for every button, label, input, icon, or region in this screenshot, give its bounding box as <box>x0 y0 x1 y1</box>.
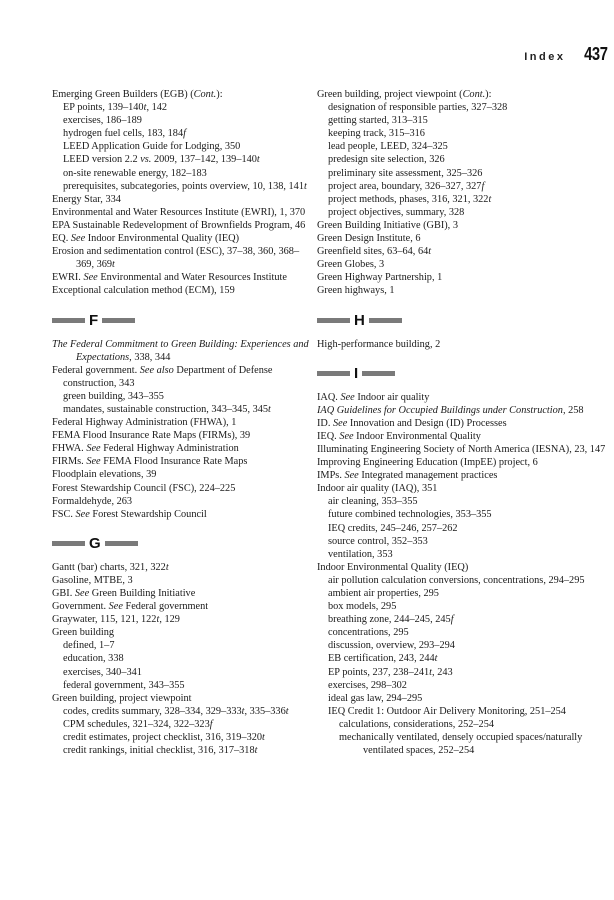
entry-text: ambient air properties, 295 <box>328 588 439 599</box>
entry-text: designation of responsible parties, 327–328 <box>328 102 508 114</box>
index-entry <box>317 482 607 495</box>
entry-text: vs. <box>140 154 152 166</box>
heading-rule-left <box>52 318 85 323</box>
entry-text: See <box>108 601 123 613</box>
index-subentry <box>328 626 607 639</box>
index-subentry <box>328 508 607 521</box>
entry-text: t <box>429 666 433 678</box>
index-subentry <box>328 587 607 600</box>
entry-text: hydrogen fuel cells, 183, 184 <box>63 128 184 140</box>
entry-text: defined, 1–7 <box>63 640 115 652</box>
running-header <box>0 44 608 65</box>
heading-rule-right <box>362 371 395 376</box>
entry-text: See <box>333 417 348 429</box>
entry-text: exercises, 298–302 <box>328 679 407 691</box>
index-entry <box>52 271 314 284</box>
index-entry <box>52 468 314 481</box>
entry-text: LEED Application Guide for Lodging, 350 <box>63 141 241 153</box>
index-subentry <box>328 692 607 705</box>
entry-text: Indoor air quality (IAQ), 351 <box>317 483 438 495</box>
entry-text: exercises, 340–341 <box>63 666 142 678</box>
entry-text: Green Building Initiative <box>89 588 196 599</box>
index-entry <box>52 219 314 232</box>
entry-text: t <box>303 180 307 192</box>
index-entry <box>52 429 314 442</box>
entry-text: keeping track, 315–316 <box>328 128 425 140</box>
entry-text: Federal government. <box>52 364 140 376</box>
entry-text: Federal Highway Administration (FHWA), 1 <box>52 417 237 429</box>
entry-text: education, 338 <box>63 653 124 665</box>
index-subentry <box>339 718 607 731</box>
entry-text: 258 <box>565 404 584 416</box>
heading-rule-right <box>102 318 135 323</box>
entry-text: project methods, phases, 316, 321, 322 <box>328 193 489 205</box>
entry-text: FHWA. <box>52 443 87 455</box>
index-subentry <box>63 666 314 679</box>
entry-text: Green building, project viewpoint <box>52 692 192 704</box>
entry-text: , 129 <box>159 614 180 626</box>
index-subentry <box>328 639 607 652</box>
entry-text: green building, 343–355 <box>63 390 164 402</box>
entry-text: See <box>74 588 90 599</box>
entry-text: GBI. <box>52 588 75 599</box>
entry-text: Federal government <box>122 601 209 613</box>
index-subentry <box>328 679 607 692</box>
entry-text: credit estimates, project checklist, 316, 319–320 <box>63 732 263 744</box>
entry-text: getting started, 313–315 <box>328 115 428 127</box>
entry-text: FEMA Flood Insurance Rate Maps <box>100 456 248 468</box>
entry-text: t <box>254 745 258 757</box>
entry-text: EP points, 139–140 <box>63 102 144 114</box>
entry-text: t <box>156 614 160 626</box>
entry-text: Green building <box>52 627 115 639</box>
index-entry <box>317 469 607 482</box>
entry-text: IAQ. <box>317 391 341 403</box>
entry-text: FEMA Flood Insurance Rate Maps (FIRMs), 39 <box>52 430 251 442</box>
index-column-left <box>52 88 314 757</box>
entry-text: f <box>183 128 186 140</box>
entry-text: See <box>86 443 101 455</box>
entry-text: Government. <box>52 601 109 613</box>
heading-letter: I <box>354 365 359 383</box>
index-entry <box>52 587 314 600</box>
entry-text: LEED version 2.2 <box>63 154 141 166</box>
index-subentry <box>63 140 314 153</box>
heading-letter: H <box>354 311 365 329</box>
entry-text: See <box>70 233 86 245</box>
letter-heading <box>317 365 607 383</box>
entry-text: f <box>209 718 213 730</box>
entry-text: lead people, LEED, 324–325 <box>328 141 448 153</box>
entry-text: predesign site selection, 326 <box>328 154 445 166</box>
entry-text: exercises, 186–189 <box>63 115 142 127</box>
entry-text: , 335–336 <box>244 705 286 717</box>
entry-text: Exceptional calculation method (ECM), 159 <box>52 285 235 297</box>
entry-text: calculations, considerations, 252–254 <box>339 718 494 730</box>
entry-text: Emerging Green Builders (EGB) ( <box>52 89 194 100</box>
index-subentry <box>63 101 314 114</box>
section-label: Index <box>524 51 566 63</box>
entry-text: ): <box>485 89 492 100</box>
index-entry <box>52 508 314 521</box>
heading-rule-left <box>317 371 350 376</box>
entry-text: IEQ Credit 1: Outdoor Air Delivery Monitoring, 251–254 <box>328 705 566 717</box>
index-entry <box>52 600 314 613</box>
entry-text: Greenfield sites, 63–64, 64 <box>317 246 429 258</box>
entry-text: construction, 343 <box>63 377 135 389</box>
entry-text: project area, boundary, 326–327, 327 <box>328 180 482 192</box>
index-subentry <box>63 390 314 403</box>
index-entry <box>317 338 607 351</box>
entry-text: t <box>165 561 169 573</box>
index-entry <box>317 561 607 574</box>
entry-text: 338, 344 <box>131 351 171 363</box>
entry-text: , 243 <box>432 666 453 678</box>
entry-text: See <box>339 430 354 442</box>
entry-text: federal government, 343–355 <box>63 679 185 691</box>
index-subentry <box>63 403 314 416</box>
index-subentry <box>63 167 314 180</box>
index-entry <box>317 443 607 456</box>
entry-text: Green Building Initiative (GBI), 3 <box>317 219 458 231</box>
entry-text: discussion, overview, 293–294 <box>328 640 455 652</box>
letter-heading <box>52 535 314 553</box>
entry-text: Integrated management practices <box>358 470 498 482</box>
heading-rule-right <box>105 541 138 546</box>
entry-text: ventilation, 353 <box>328 548 393 560</box>
index-entry <box>52 364 314 377</box>
entry-text: See also <box>139 364 174 376</box>
index-entry <box>52 626 314 639</box>
entry-text: codes, credits summary, 328–334, 329–333 <box>63 705 242 717</box>
index-subentry <box>328 522 607 535</box>
entry-text: air cleaning, 353–355 <box>328 496 418 508</box>
entry-text: t <box>434 653 438 665</box>
entry-text: Illuminating Engineering Society of North America (IESNA), 23, 147 <box>317 443 606 455</box>
entry-text: Federal Highway Administration <box>100 443 239 455</box>
index-subentry <box>328 535 607 548</box>
entry-text: f <box>481 180 485 192</box>
index-subentry <box>328 574 607 587</box>
entry-text: Green highways, 1 <box>317 285 395 297</box>
heading-rule-left <box>52 541 85 546</box>
index-subentry <box>328 167 607 180</box>
entry-text: Gasoline, MTBE, 3 <box>52 574 133 586</box>
index-entry <box>317 271 607 284</box>
index-subentry <box>328 666 607 679</box>
entry-text: EWRI. <box>52 272 84 284</box>
index-entry <box>52 88 314 101</box>
index-entry <box>317 391 607 404</box>
index-subentry <box>63 705 314 718</box>
index-subentry <box>63 744 314 757</box>
index-subentry <box>328 101 607 114</box>
entry-text: concentrations, 295 <box>328 627 409 639</box>
index-entry <box>317 456 607 469</box>
entry-text: See <box>83 272 98 284</box>
index-entry <box>52 232 314 245</box>
entry-text: Green Highway Partnership, 1 <box>317 272 443 284</box>
entry-text: Cont. <box>193 89 217 100</box>
entry-text: Graywater, 115, 121, 122 <box>52 614 157 626</box>
entry-text: mechanically ventilated, densely occupied spaces/naturally ventilated spaces, 252–254 <box>339 732 583 757</box>
entry-text: EQ. <box>52 233 71 245</box>
entry-text: t <box>241 705 245 717</box>
index-entry <box>317 232 607 245</box>
index-subentry <box>63 127 314 140</box>
index-entry <box>52 574 314 587</box>
entry-text: Environmental and Water Resources Institute <box>97 272 287 284</box>
entry-text: ): <box>216 89 223 100</box>
index-entry <box>52 482 314 495</box>
entry-text: box models, 295 <box>328 601 397 613</box>
index-subentry <box>63 639 314 652</box>
entry-text: t <box>268 403 271 415</box>
entry-text: Indoor Environmental Quality (IEQ) <box>317 561 469 573</box>
index-subentry <box>328 206 607 219</box>
entry-text: IMPs. <box>317 470 345 482</box>
index-subentry <box>63 114 314 127</box>
index-entry <box>317 284 607 297</box>
index-subentry <box>328 705 607 718</box>
entry-text: See <box>75 508 90 520</box>
entry-text: mandates, sustainable construction, 343–345, 345 <box>63 403 269 415</box>
entry-text: prerequisites, subcategories, points overview, 10, 138, 141 <box>63 180 304 192</box>
entry-text: project objectives, summary, 328 <box>328 206 465 218</box>
entry-text: High-performance building, 2 <box>317 338 441 350</box>
heading-rule-left <box>317 318 350 323</box>
page-number: 437 <box>584 44 608 64</box>
index-entry <box>52 442 314 455</box>
index-subentry <box>63 679 314 692</box>
index-subentry <box>328 193 607 206</box>
index-subentry <box>339 731 607 757</box>
entry-text: source control, 352–353 <box>328 535 428 547</box>
index-subentry <box>328 548 607 561</box>
index-entry <box>317 258 607 271</box>
entry-text: CPM schedules, 321–324, 322–323 <box>63 718 210 730</box>
index-entry <box>52 193 314 206</box>
entry-text: future combined technologies, 353–355 <box>328 509 492 521</box>
entry-text: EP points, 237, 238–241 <box>328 666 430 678</box>
entry-text: IAQ Guidelines for Occupied Buildings under Construction, <box>317 404 566 416</box>
index-entry <box>52 561 314 574</box>
entry-text: credit rankings, initial checklist, 316, 317–318 <box>63 745 255 757</box>
entry-text: See <box>344 470 359 482</box>
entry-text: , 142 <box>146 102 168 114</box>
entry-text: ideal gas law, 294–295 <box>328 692 423 704</box>
index-entry <box>317 88 607 101</box>
entry-text: Indoor Environmental Quality <box>353 430 481 442</box>
entry-text: Formaldehyde, 263 <box>52 495 133 507</box>
index-subentry <box>328 140 607 153</box>
index-entry <box>52 455 314 468</box>
entry-text: f <box>450 614 454 626</box>
entry-text: Indoor air quality <box>354 391 430 403</box>
entry-text: ID. <box>317 417 334 429</box>
entry-text: EPA Sustainable Redevelopment of Brownfields Program, 46 <box>52 219 306 231</box>
entry-text: breathing zone, 244–245, 245 <box>328 614 451 626</box>
index-subentry <box>328 114 607 127</box>
entry-text: on-site renewable energy, 182–183 <box>63 167 207 179</box>
index-entry <box>52 284 314 297</box>
index-entry <box>52 692 314 705</box>
index-entry <box>317 417 607 430</box>
entry-text: Floodplain elevations, 39 <box>52 469 157 481</box>
index-subentry <box>328 495 607 508</box>
entry-text: Innovation and Design (ID) Processes <box>347 417 507 429</box>
index-entry <box>317 404 607 417</box>
entry-text: Cont. <box>462 89 486 100</box>
entry-text: t <box>143 102 147 114</box>
entry-text: The Federal Commitment to Green Building: Experiences and Expectations, <box>52 338 309 363</box>
entry-text: Green Design Institute, 6 <box>317 233 421 245</box>
entry-text: Forest Stewardship Council (FSC), 224–225 <box>52 482 236 494</box>
heading-letter: G <box>89 535 101 553</box>
index-subentry <box>328 600 607 613</box>
index-entry <box>52 495 314 508</box>
entry-text: See <box>86 456 101 468</box>
entry-text: Erosion and sedimentation control (ESC), 37–38, 360, 368–369, 369 <box>52 246 300 271</box>
index-column-right <box>317 88 607 757</box>
entry-text: FSC. <box>52 508 76 520</box>
entry-text: Forest Stewardship Council <box>89 508 207 520</box>
entry-text: Indoor Environmental Quality (IEQ) <box>85 233 240 245</box>
entry-text: Energy Star, 334 <box>52 193 121 205</box>
letter-heading <box>52 312 314 330</box>
index-entry <box>317 430 607 443</box>
index-subentry <box>63 180 314 193</box>
heading-rule-right <box>369 318 402 323</box>
index-entry <box>52 338 314 364</box>
index-subentry <box>63 731 314 744</box>
index-entry <box>317 219 607 232</box>
index-subentry <box>63 377 314 390</box>
entry-text: Improving Engineering Education (ImpEE) project, 6 <box>317 457 538 469</box>
entry-text: See <box>340 391 355 403</box>
entry-text: t <box>262 732 265 744</box>
entry-text: preliminary site assessment, 325–326 <box>328 167 483 179</box>
index-subentry <box>328 180 607 193</box>
index-subentry <box>63 718 314 731</box>
index-subentry <box>328 652 607 665</box>
index-entry <box>52 416 314 429</box>
entry-text: t <box>256 154 260 166</box>
index-subentry <box>63 652 314 665</box>
entry-text: Gantt (bar) charts, 321, 322 <box>52 561 166 573</box>
entry-text: Green Globes, 3 <box>317 259 385 271</box>
heading-letter: F <box>89 311 99 329</box>
entry-text: t <box>488 193 492 205</box>
entry-text: air pollution calculation conversions, concentrations, 294–295 <box>328 574 585 586</box>
index-entry <box>317 245 607 258</box>
entry-text: t <box>285 705 289 717</box>
entry-text: t <box>428 246 432 258</box>
entry-text: EB certification, 243, 244 <box>328 653 435 665</box>
letter-heading <box>317 312 607 330</box>
entry-text: t <box>112 259 115 271</box>
entry-text: FIRMs. <box>52 456 87 468</box>
index-subentry <box>63 153 314 166</box>
index-subentry <box>328 613 607 626</box>
entry-text: Department of Defense <box>173 364 273 376</box>
entry-text: Green building, project viewpoint ( <box>317 89 463 100</box>
index-subentry <box>328 127 607 140</box>
entry-text: IEQ. <box>317 430 340 442</box>
entry-text: 2009, 137–142, 139–140 <box>151 154 257 166</box>
index-entry <box>52 245 314 271</box>
index-subentry <box>328 153 607 166</box>
index-entry <box>52 206 314 219</box>
entry-text: Environmental and Water Resources Institute (EWRI), 1, 370 <box>52 206 306 218</box>
index-entry <box>52 613 314 626</box>
entry-text: IEQ credits, 245–246, 257–262 <box>328 522 458 534</box>
